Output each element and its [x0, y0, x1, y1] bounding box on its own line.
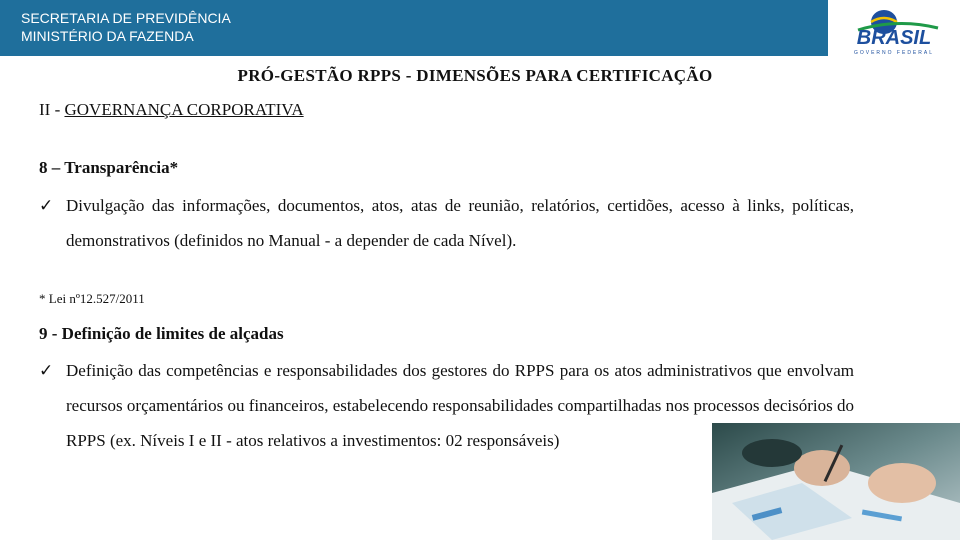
section-heading	[39, 100, 304, 120]
section-label: GOVERNANÇA CORPORATIVA	[64, 100, 304, 119]
agency-name: SECRETARIA DE PREVIDÊNCIA	[21, 10, 231, 26]
item-heading-transparency: 8 – Transparência*	[39, 158, 179, 177]
check-icon: ✓	[39, 361, 54, 380]
meeting-photo	[712, 423, 960, 540]
bullet-text: Definição das competências e responsabilidades dos gestores do RPPS para os atos administrativos que envolvam recursos orçamentários ou financeiros, estabelecendo responsabilidades compartilhadas nos processos decisórios do RPPS (ex. Níveis I e II - atos relativos a investimentos: 02 responsáveis)	[66, 361, 854, 450]
bullet-transparency	[39, 188, 854, 258]
logo-wordmark: BRASIL	[856, 27, 932, 49]
brasil-logo	[828, 0, 960, 56]
footnote: * Lei nº12.527/2011	[39, 291, 145, 306]
header-text	[21, 9, 231, 45]
section-prefix: II -	[39, 100, 65, 119]
item-heading-limits: 9 - Definição de limites de alçadas	[39, 324, 284, 343]
header-bar	[0, 0, 960, 56]
ministry-name: MINISTÉRIO DA FAZENDA	[21, 28, 194, 44]
slide-title: PRÓ-GESTÃO RPPS - DIMENSÕES PARA CERTIFICAÇÃO	[237, 66, 713, 85]
check-icon: ✓	[39, 196, 54, 215]
logo-subtext: GOVERNO FEDERAL	[853, 50, 935, 56]
bullet-text: Divulgação das informações, documentos, atos, atas de reunião, relatórios, certidões, acesso à links, políticas, demonstrativos (definidos no Manual - a depender de cada Nível).	[66, 196, 854, 250]
